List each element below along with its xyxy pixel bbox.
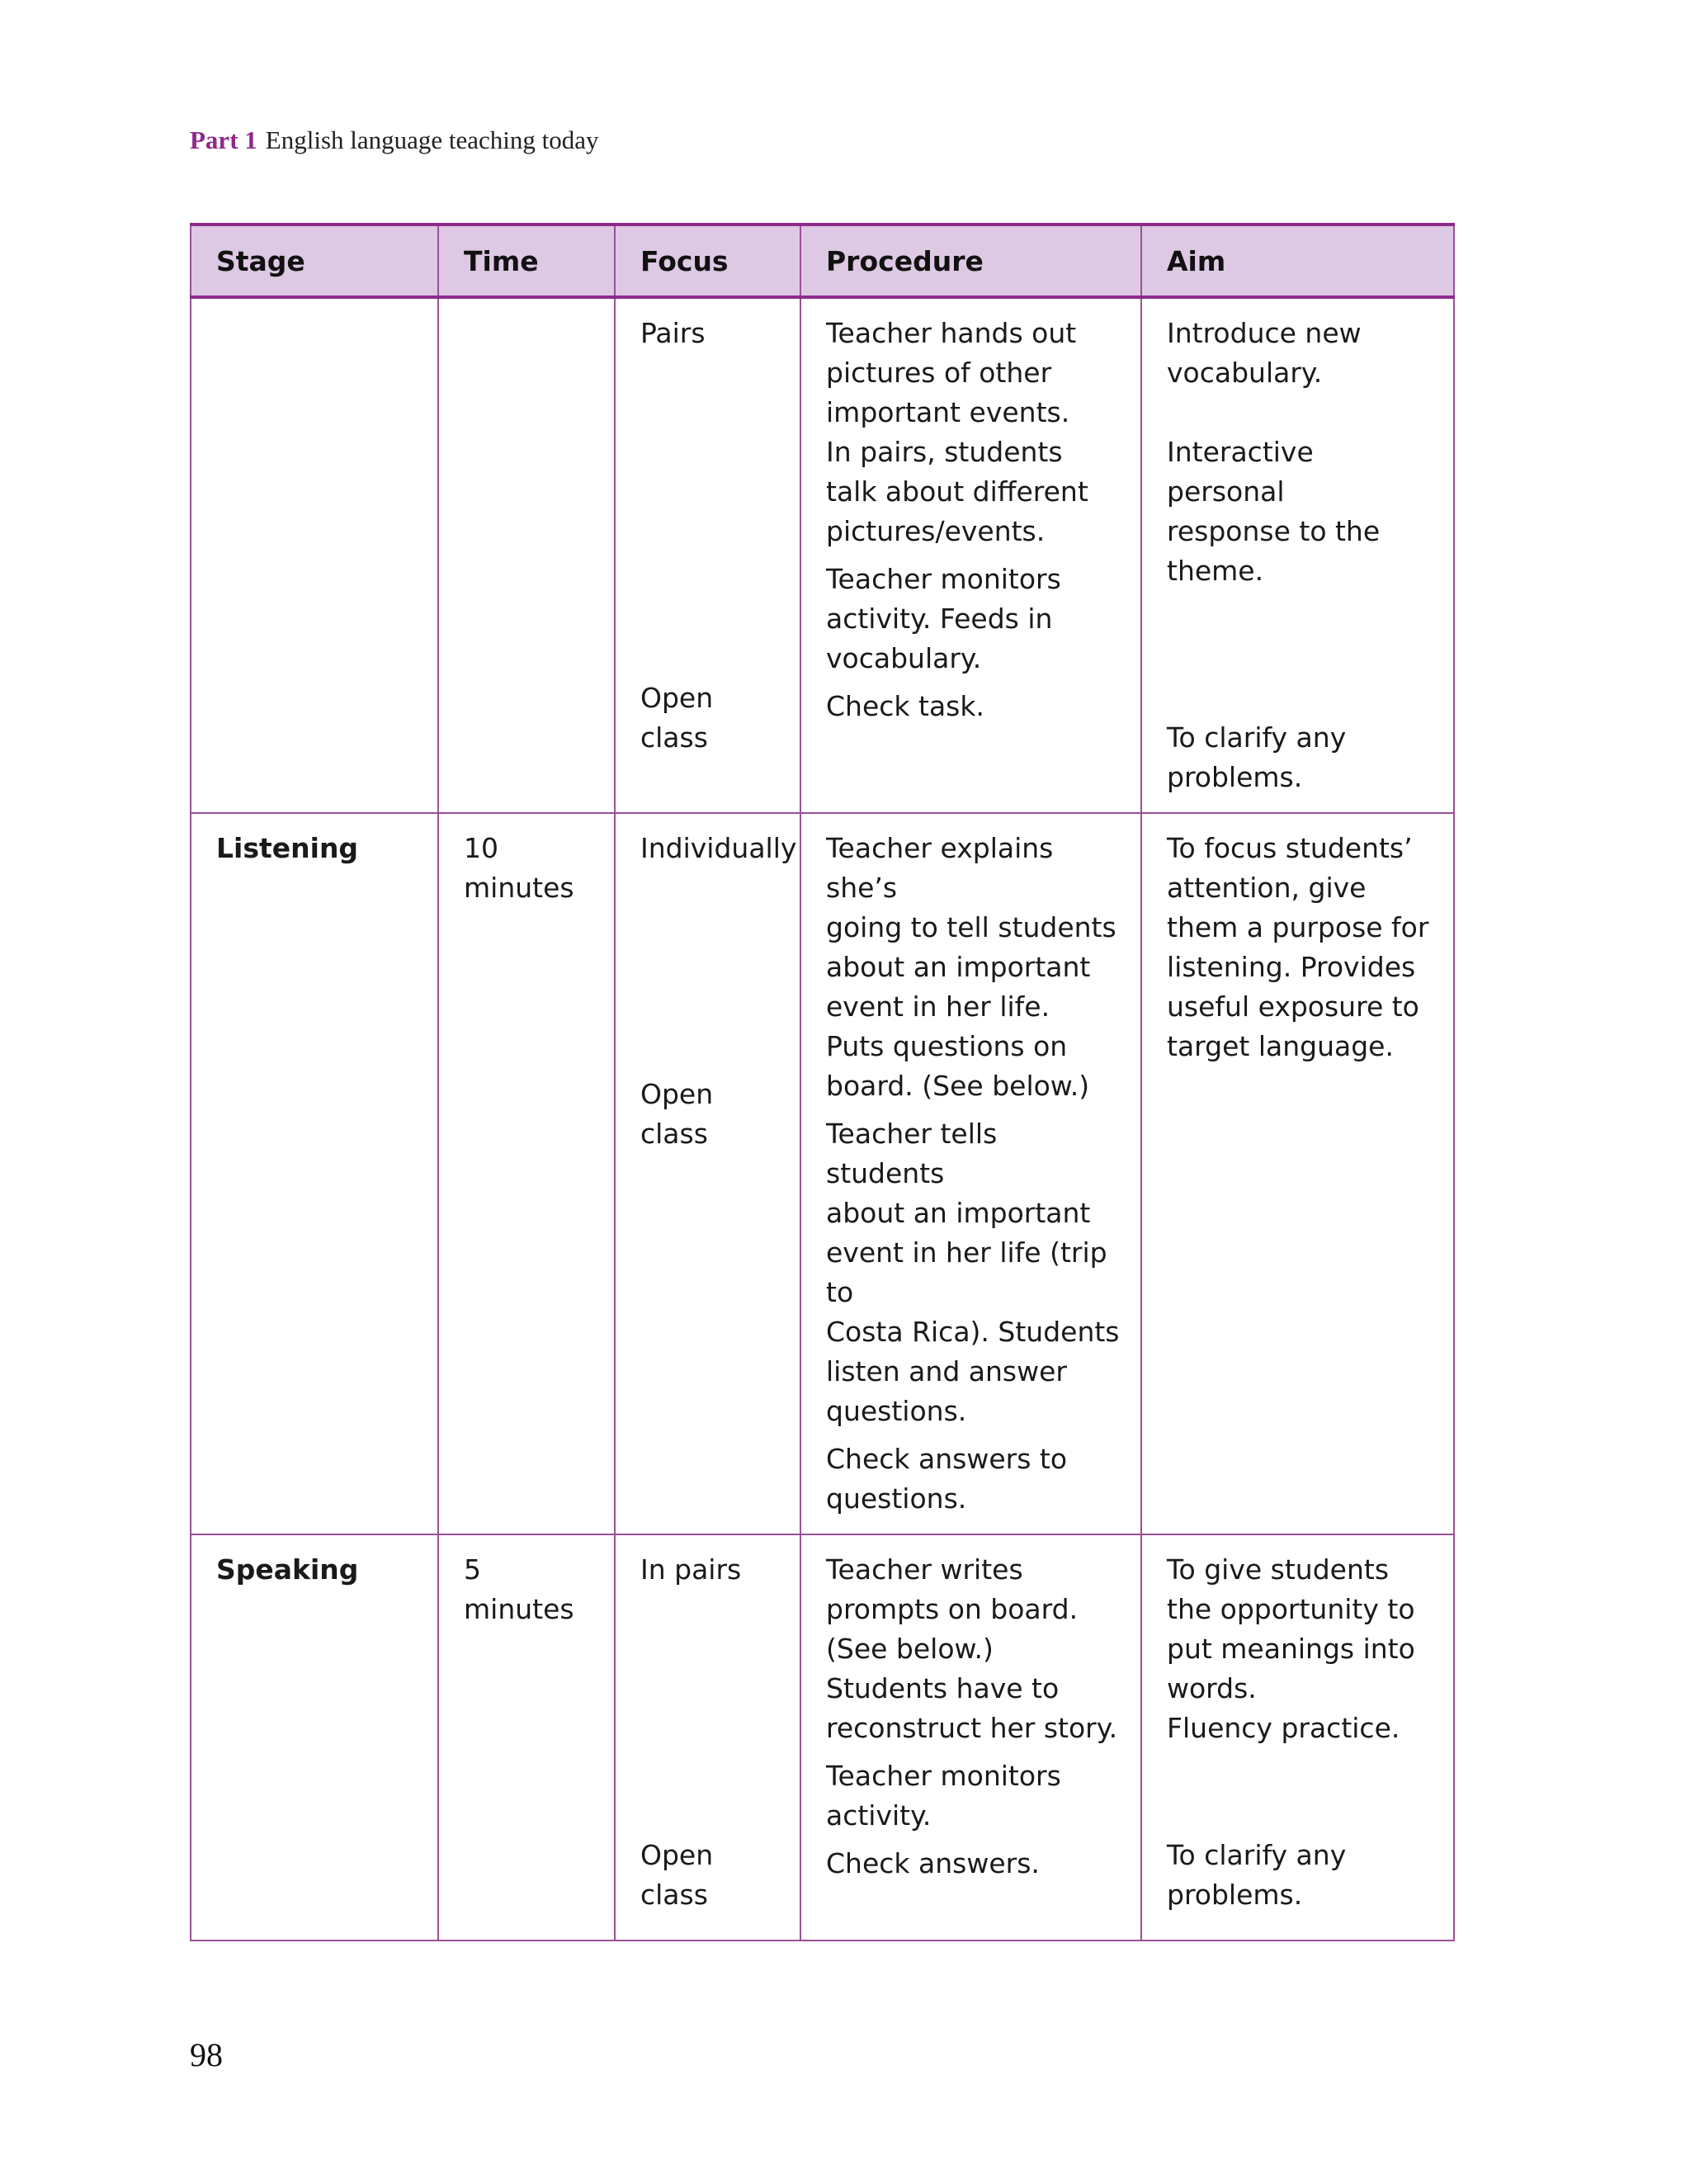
focus-cell <box>615 1534 800 1941</box>
table-row <box>191 1534 1454 1941</box>
focus-text: Open class <box>640 682 714 754</box>
aim-text: To clarify any problems. <box>1167 721 1347 793</box>
aim-text: Interactive personal response to the theme. <box>1167 436 1381 587</box>
lesson-plan-table <box>190 223 1455 1941</box>
procedure-text: Teacher hands out pictures of other important events. In pairs, students talk about different pictures/events. <box>826 317 1088 547</box>
procedure-text: Teacher monitors activity. <box>826 1760 1061 1832</box>
focus-text: Pairs <box>640 317 706 349</box>
page-number: 98 <box>190 2036 223 2073</box>
focus-cell <box>615 297 800 813</box>
stage-text: Speaking <box>216 1553 359 1586</box>
header-procedure: Procedure <box>800 225 1141 297</box>
time-cell <box>438 297 615 813</box>
procedure-text: Teacher monitors activity. Feeds in vocabulary. <box>826 563 1061 674</box>
procedure-text: Teacher writes prompts on board. (See below.) Students have to reconstruct her story. <box>826 1553 1118 1744</box>
table-row <box>191 297 1454 813</box>
procedure-text: Check answers to questions. <box>826 1443 1068 1515</box>
focus-text: Open class <box>640 1078 714 1150</box>
focus-text: Open class <box>640 1839 714 1911</box>
aim-text: To clarify any problems. <box>1167 1839 1347 1911</box>
procedure-text: Teacher explains she’s going to tell students about an important event in her life. Puts questions on board. (See below.) <box>826 832 1116 1102</box>
time-text: 5 minutes <box>464 1553 574 1625</box>
focus-text: Individually <box>640 832 797 864</box>
header-time: Time <box>438 225 615 297</box>
stage-text: Listening <box>216 832 359 864</box>
aim-cell <box>1141 297 1454 813</box>
procedure-text: Check answers. <box>826 1847 1040 1879</box>
part-label: Part 1 <box>190 125 257 154</box>
procedure-text: Teacher tells students about an important event in her life (trip to Costa Rica). Students listen and answer questions. <box>826 1118 1120 1427</box>
procedure-cell <box>800 297 1141 813</box>
header-stage: Stage <box>191 225 438 297</box>
table-header-row <box>191 225 1454 297</box>
chapter-title: English language teaching today <box>265 125 599 154</box>
stage-cell <box>191 1534 438 1941</box>
aim-text: To focus students’ attention, give them a purpose for listening. Provides useful exposure to target language. <box>1167 832 1429 1062</box>
running-head <box>190 125 599 155</box>
focus-cell <box>615 813 800 1534</box>
time-cell <box>438 813 615 1534</box>
stage-cell <box>191 813 438 1534</box>
table-row <box>191 813 1454 1534</box>
focus-text: In pairs <box>640 1553 742 1586</box>
procedure-cell <box>800 813 1141 1534</box>
header-focus: Focus <box>615 225 800 297</box>
time-text: 10 minutes <box>464 832 574 904</box>
procedure-text: Check task. <box>826 690 984 722</box>
time-cell <box>438 1534 615 1941</box>
aim-cell <box>1141 813 1454 1534</box>
aim-text: Introduce new vocabulary. <box>1167 317 1362 389</box>
aim-cell <box>1141 1534 1454 1941</box>
procedure-cell <box>800 1534 1141 1941</box>
stage-cell <box>191 297 438 813</box>
header-aim: Aim <box>1141 225 1454 297</box>
aim-text: To give students the opportunity to put meanings into words. Fluency practice. <box>1167 1553 1415 1744</box>
